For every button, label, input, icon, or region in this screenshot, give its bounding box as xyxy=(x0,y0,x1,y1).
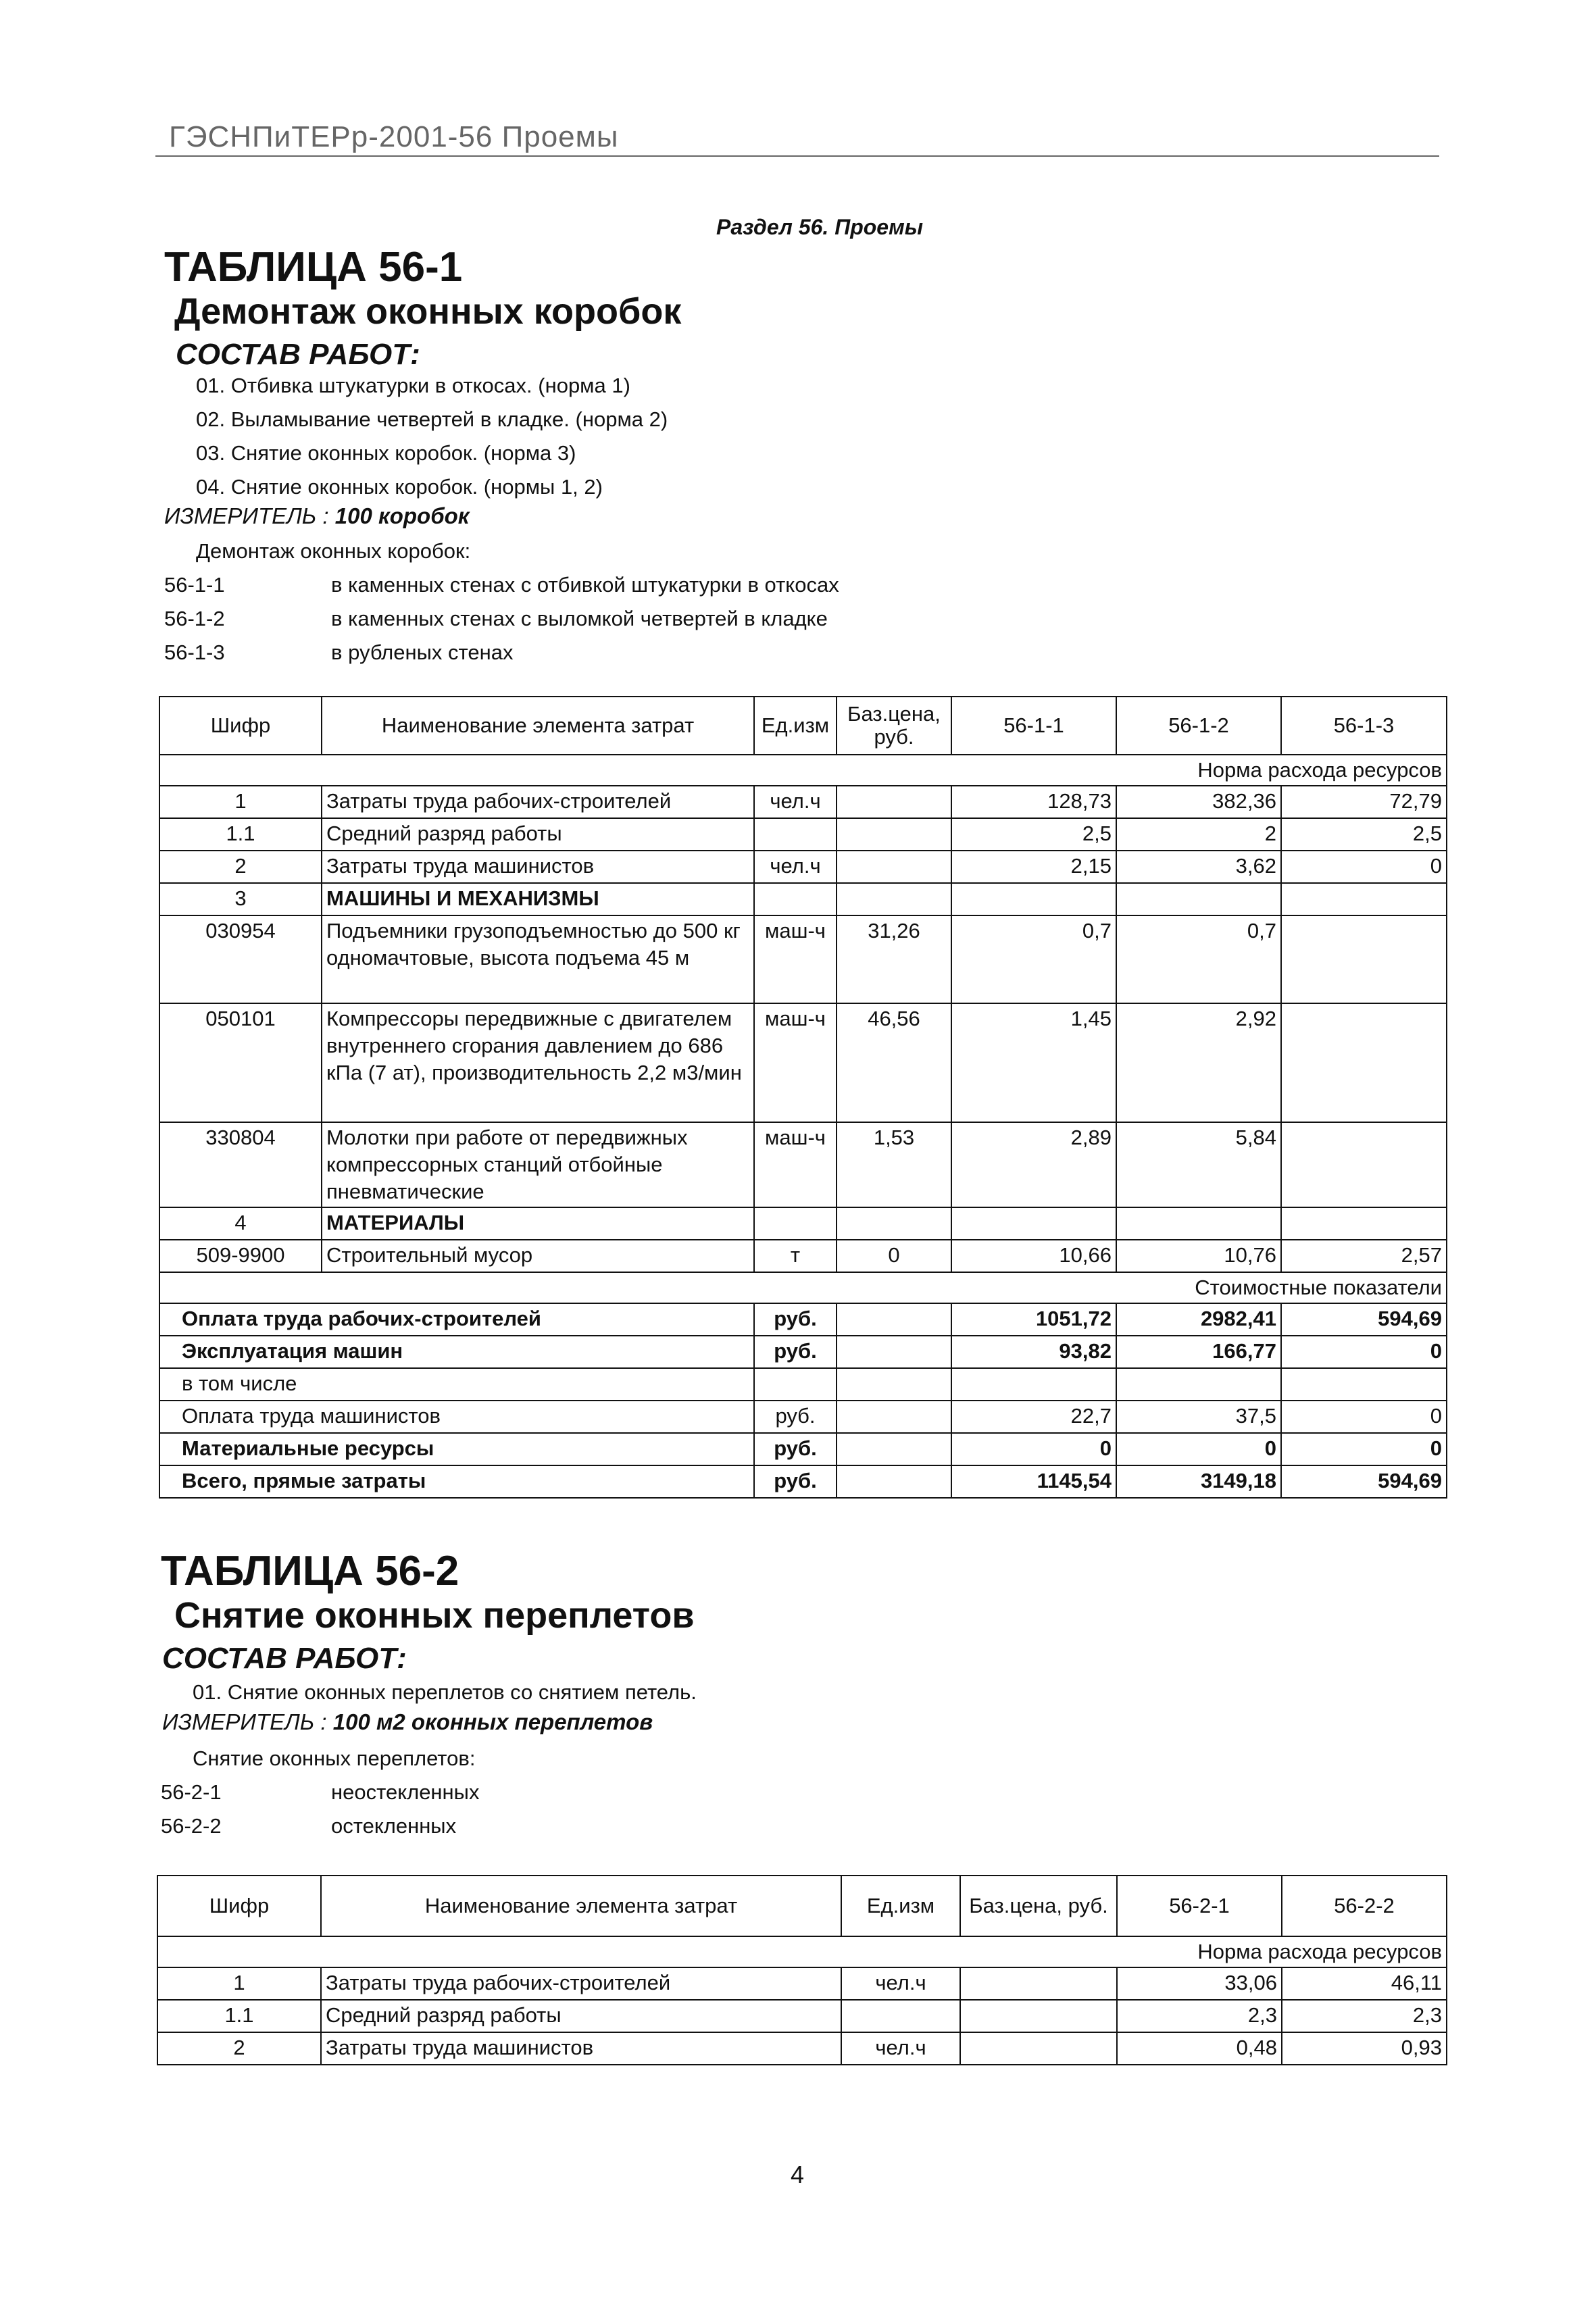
row-price xyxy=(837,786,951,818)
row-value: 10,76 xyxy=(1116,1240,1281,1272)
row-value: 2,3 xyxy=(1282,2000,1447,2032)
row-unit: маш-ч xyxy=(754,1122,837,1207)
row-unit xyxy=(754,883,837,915)
izmeritel-label: ИЗМЕРИТЕЛЬ : xyxy=(164,503,329,528)
cost-value xyxy=(1116,1368,1281,1401)
row-value: 128,73 xyxy=(951,786,1116,818)
row-value: 2,89 xyxy=(951,1122,1116,1207)
row-value xyxy=(1281,1122,1447,1207)
cost-name: в том числе xyxy=(159,1368,754,1401)
norm-code: 56-2-2 xyxy=(161,1814,222,1838)
cost-value: 1145,54 xyxy=(951,1465,1116,1498)
row-unit: чел.ч xyxy=(754,786,837,818)
col-header: Наименование элемента затрат xyxy=(322,697,754,755)
page-number: 4 xyxy=(791,2161,805,2188)
row-value: 0,7 xyxy=(951,915,1116,1003)
col-header: Шифр xyxy=(159,697,322,755)
row-value: 2,57 xyxy=(1281,1240,1447,1272)
row-price xyxy=(960,2032,1117,2065)
cost-value xyxy=(951,1368,1116,1401)
section-title: Раздел 56. Проемы xyxy=(716,215,924,239)
row-name: МАТЕРИАЛЫ xyxy=(322,1207,754,1240)
row-price xyxy=(960,2000,1117,2032)
col-header: Шифр xyxy=(157,1876,321,1936)
table1-title: Демонтаж оконных коробок xyxy=(174,291,682,332)
cost-value: 0 xyxy=(951,1433,1116,1465)
cost-row xyxy=(159,1465,1447,1498)
page-header: ГЭСНПиТЕРр-2001-56 Проемы xyxy=(169,120,619,153)
row-price: 31,26 xyxy=(837,915,951,1003)
col-header: Ед.изм xyxy=(841,1876,960,1936)
cost-value: 3149,18 xyxy=(1116,1465,1281,1498)
cost-price xyxy=(837,1401,951,1433)
cost-value xyxy=(1281,1368,1447,1401)
row-name: Молотки при работе от передвижных компрессорных станций отбойные пневматические xyxy=(322,1122,754,1207)
cost-name: Эксплуатация машин xyxy=(159,1336,754,1368)
table-header-row xyxy=(159,697,1447,755)
row-value xyxy=(1116,1207,1281,1240)
row-price xyxy=(837,818,951,851)
table1-number: ТАБЛИЦА 56-1 xyxy=(164,244,463,291)
table-row xyxy=(157,2000,1447,2032)
row-value: 2 xyxy=(1116,818,1281,851)
cost-unit: руб. xyxy=(754,1401,837,1433)
row-unit: маш-ч xyxy=(754,1003,837,1122)
row-unit: чел.ч xyxy=(754,851,837,883)
cost-price xyxy=(837,1303,951,1336)
row-code: 1 xyxy=(159,786,322,818)
row-value xyxy=(1281,1207,1447,1240)
cost-value: 166,77 xyxy=(1116,1336,1281,1368)
col-header: Наименование элемента затрат xyxy=(321,1876,841,1936)
row-value: 5,84 xyxy=(1116,1122,1281,1207)
row-name: Компрессоры передвижные с двигателем внутреннего сгорания давлением до 686 кПа (7 ат), производительность 2,2 м3/мин xyxy=(322,1003,754,1122)
row-value: 2,3 xyxy=(1117,2000,1282,2032)
cost-unit: руб. xyxy=(754,1433,837,1465)
col-header: 56-1-1 xyxy=(951,697,1116,755)
table-row xyxy=(159,786,1447,818)
table1-work-3: 03. Снятие оконных коробок. (норма 3) xyxy=(196,441,576,465)
row-unit xyxy=(754,1207,837,1240)
row-value: 2,5 xyxy=(951,818,1116,851)
table1-work-1: 01. Отбивка штукатурки в откосах. (норма 1) xyxy=(196,374,630,397)
cost-name: Оплата труда рабочих-строителей xyxy=(159,1303,754,1336)
row-value: 33,06 xyxy=(1117,1967,1282,2000)
col-header: 56-2-2 xyxy=(1282,1876,1447,1936)
row-name: Подъемники грузоподъемностью до 500 кг одномачтовые, высота подъема 45 м xyxy=(322,915,754,1003)
row-unit: маш-ч xyxy=(754,915,837,1003)
table-row xyxy=(159,1240,1447,1272)
norma-row xyxy=(159,755,1447,786)
table2-grid xyxy=(157,1875,1447,2065)
row-price: 0 xyxy=(837,1240,951,1272)
row-code: 030954 xyxy=(159,915,322,1003)
table-row xyxy=(159,851,1447,883)
row-name: Затраты труда рабочих-строителей xyxy=(321,1967,841,2000)
row-value: 0,48 xyxy=(1117,2032,1282,2065)
cost-value: 594,69 xyxy=(1281,1465,1447,1498)
row-code: 1.1 xyxy=(159,818,322,851)
table2-intro: Снятие оконных переплетов: xyxy=(193,1746,476,1770)
row-unit: чел.ч xyxy=(841,2032,960,2065)
cost-row xyxy=(159,1401,1447,1433)
norm-code: 56-1-3 xyxy=(164,640,225,664)
row-price xyxy=(837,1207,951,1240)
row-price xyxy=(837,883,951,915)
row-value: 2,5 xyxy=(1281,818,1447,851)
row-value: 0 xyxy=(1281,851,1447,883)
izmeritel-label: ИЗМЕРИТЕЛЬ : xyxy=(162,1709,327,1734)
table-row xyxy=(159,818,1447,851)
row-name: Затраты труда машинистов xyxy=(321,2032,841,2065)
row-code: 509-9900 xyxy=(159,1240,322,1272)
row-value: 3,62 xyxy=(1116,851,1281,883)
col-header: 56-1-2 xyxy=(1116,697,1281,755)
cost-price xyxy=(837,1433,951,1465)
table2-izmeritel xyxy=(162,1709,653,1735)
row-unit xyxy=(841,2000,960,2032)
row-name: Затраты труда машинистов xyxy=(322,851,754,883)
table-row xyxy=(157,2032,1447,2065)
cost-value: 93,82 xyxy=(951,1336,1116,1368)
row-value: 72,79 xyxy=(1281,786,1447,818)
cost-value: 0 xyxy=(1281,1336,1447,1368)
table1-sostav-label: СОСТАВ РАБОТ: xyxy=(176,338,420,371)
row-code: 2 xyxy=(159,851,322,883)
row-name: Средний разряд работы xyxy=(321,2000,841,2032)
cost-value: 22,7 xyxy=(951,1401,1116,1433)
cost-name: Всего, прямые затраты xyxy=(159,1465,754,1498)
row-code: 1 xyxy=(157,1967,321,2000)
cost-value: 0 xyxy=(1116,1433,1281,1465)
row-unit: т xyxy=(754,1240,837,1272)
cost-unit xyxy=(754,1368,837,1401)
row-name: МАШИНЫ И МЕХАНИЗМЫ xyxy=(322,883,754,915)
col-header: 56-1-3 xyxy=(1281,697,1447,755)
stoim-label: Стоимостные показатели xyxy=(159,1272,1447,1303)
cost-row xyxy=(159,1433,1447,1465)
cost-value: 37,5 xyxy=(1116,1401,1281,1433)
norm-code: 56-1-1 xyxy=(164,573,225,597)
row-unit: чел.ч xyxy=(841,1967,960,2000)
row-code: 3 xyxy=(159,883,322,915)
norm-desc: в каменных стенах с выломкой четвертей в кладке xyxy=(331,607,828,630)
cost-price xyxy=(837,1465,951,1498)
row-name: Затраты труда рабочих-строителей xyxy=(322,786,754,818)
cost-unit: руб. xyxy=(754,1303,837,1336)
table1-work-2: 02. Выламывание четвертей в кладке. (норма 2) xyxy=(196,407,668,431)
col-header: Ед.изм xyxy=(754,697,837,755)
norma-label: Норма расхода ресурсов xyxy=(157,1936,1447,1967)
table1-work-4: 04. Снятие оконных коробок. (нормы 1, 2) xyxy=(196,475,603,499)
table2-title: Снятие оконных переплетов xyxy=(174,1595,695,1636)
row-value: 0,93 xyxy=(1282,2032,1447,2065)
cost-unit: руб. xyxy=(754,1336,837,1368)
row-value xyxy=(1281,915,1447,1003)
col-header: 56-2-1 xyxy=(1117,1876,1282,1936)
norm-code: 56-2-1 xyxy=(161,1780,222,1804)
row-code: 1.1 xyxy=(157,2000,321,2032)
table-row xyxy=(159,1207,1447,1240)
norm-desc: неостекленных xyxy=(331,1780,480,1804)
norma-row xyxy=(157,1936,1447,1967)
stoim-row xyxy=(159,1272,1447,1303)
row-value xyxy=(1116,883,1281,915)
row-code: 050101 xyxy=(159,1003,322,1122)
cost-value: 1051,72 xyxy=(951,1303,1116,1336)
col-header: Баз.цена, руб. xyxy=(960,1876,1117,1936)
cost-row xyxy=(159,1336,1447,1368)
cost-unit: руб. xyxy=(754,1465,837,1498)
row-code: 4 xyxy=(159,1207,322,1240)
table1-intro: Демонтаж оконных коробок: xyxy=(196,539,471,563)
row-code: 330804 xyxy=(159,1122,322,1207)
cost-value: 0 xyxy=(1281,1433,1447,1465)
cost-value: 0 xyxy=(1281,1401,1447,1433)
row-value: 10,66 xyxy=(951,1240,1116,1272)
norm-desc: в каменных стенах с отбивкой штукатурки в откосах xyxy=(331,573,839,597)
cost-row xyxy=(159,1303,1447,1336)
row-value: 382,36 xyxy=(1116,786,1281,818)
row-value xyxy=(951,883,1116,915)
table-row xyxy=(159,883,1447,915)
table-row xyxy=(159,915,1447,1003)
cost-value: 594,69 xyxy=(1281,1303,1447,1336)
norm-desc: в рубленых стенах xyxy=(331,640,514,664)
cost-name: Оплата труда машинистов xyxy=(159,1401,754,1433)
row-value xyxy=(951,1207,1116,1240)
row-value xyxy=(1281,883,1447,915)
header-rule xyxy=(155,155,1439,157)
cost-value: 2982,41 xyxy=(1116,1303,1281,1336)
row-code: 2 xyxy=(157,2032,321,2065)
row-price xyxy=(837,851,951,883)
row-value: 0,7 xyxy=(1116,915,1281,1003)
row-value xyxy=(1281,1003,1447,1122)
table2-sostav-label: СОСТАВ РАБОТ: xyxy=(162,1642,407,1675)
table2-number: ТАБЛИЦА 56-2 xyxy=(161,1548,459,1594)
cost-name: Материальные ресурсы xyxy=(159,1433,754,1465)
norm-desc: остекленных xyxy=(331,1814,457,1838)
row-unit xyxy=(754,818,837,851)
row-value: 2,92 xyxy=(1116,1003,1281,1122)
norm-code: 56-1-2 xyxy=(164,607,225,630)
cost-price xyxy=(837,1368,951,1401)
table-header-row xyxy=(157,1876,1447,1936)
cost-price xyxy=(837,1336,951,1368)
table-row xyxy=(159,1122,1447,1207)
row-name: Средний разряд работы xyxy=(322,818,754,851)
table2-work-1: 01. Снятие оконных переплетов со снятием петель. xyxy=(193,1680,697,1704)
table-row xyxy=(159,1003,1447,1122)
izmeritel-value: 100 коробок xyxy=(334,503,470,528)
cost-row xyxy=(159,1368,1447,1401)
row-value: 2,15 xyxy=(951,851,1116,883)
norma-label: Норма расхода ресурсов xyxy=(159,755,1447,786)
row-price xyxy=(960,1967,1117,2000)
izmeritel-value: 100 м2 оконных переплетов xyxy=(332,1709,653,1734)
row-value: 1,45 xyxy=(951,1003,1116,1122)
table-row xyxy=(157,1967,1447,2000)
row-price: 46,56 xyxy=(837,1003,951,1122)
table1-izmeritel xyxy=(164,503,470,529)
row-name: Строительный мусор xyxy=(322,1240,754,1272)
col-header: Баз.цена, руб. xyxy=(837,697,951,755)
row-price: 1,53 xyxy=(837,1122,951,1207)
table1-grid xyxy=(159,696,1447,1499)
row-value: 46,11 xyxy=(1282,1967,1447,2000)
